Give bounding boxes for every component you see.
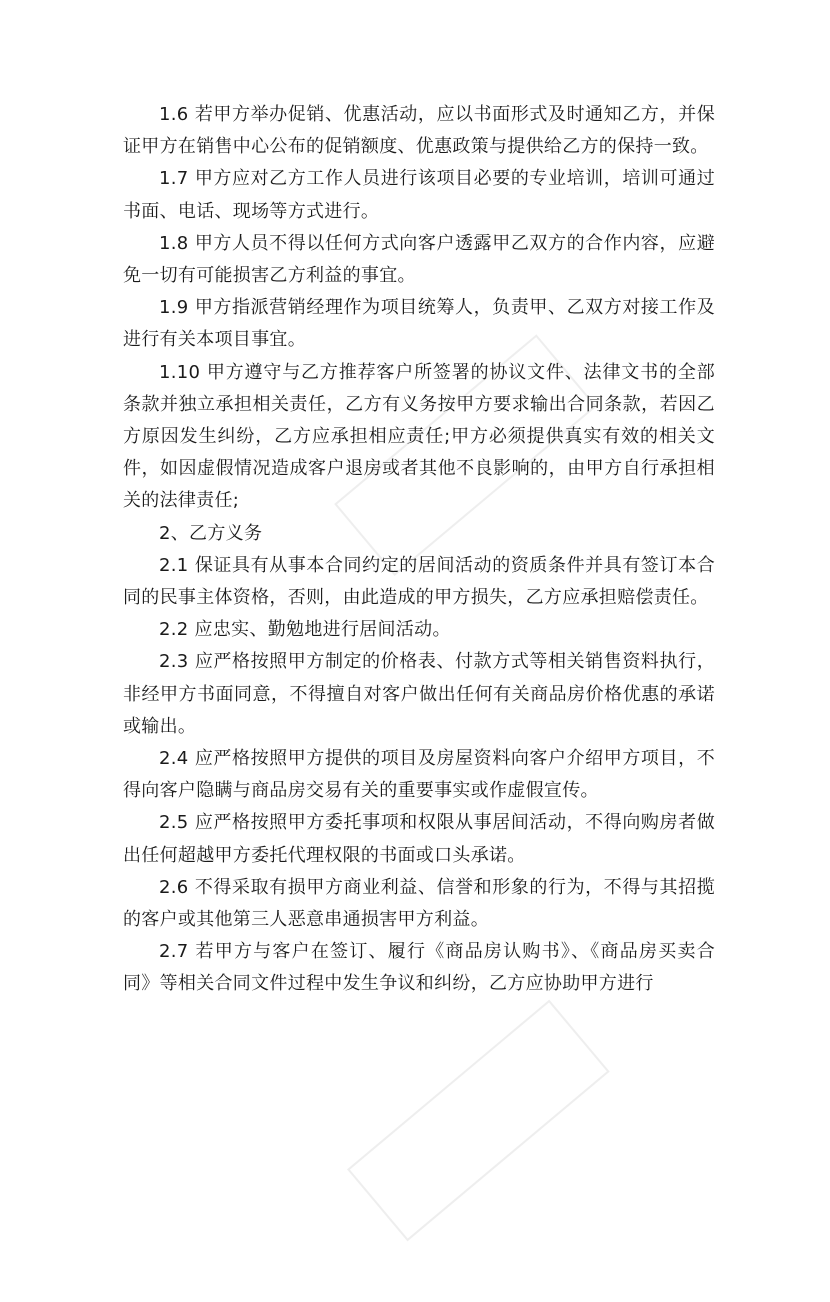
clause-1-6: 1.6 若甲方举办促销、优惠活动，应以书面形式及时通知乙方，并保证甲方在销售中心公布的促销额度、优惠政策与提供给乙方的保持一致。 xyxy=(123,104,715,158)
watermark-frame-bottom xyxy=(347,1000,610,1242)
clause-2-1: 2.1 保证具有从事本合同约定的居间活动的资质条件并具有签订本合同的民事主体资格，否则，由此造成的甲方损失，乙方应承担赔偿责任。 xyxy=(123,554,715,609)
clause-2-7: 2.7 若甲方与客户在签订、履行《商品房认购书》、《商品房买卖合同》等相关合同文件过程中发生争议和纠纷，乙方应协助甲方进行 xyxy=(123,941,715,995)
section-heading-party-b-obligations: 2、乙方义务 xyxy=(159,522,263,544)
clause-2-3: 2.3 应严格按照甲方制定的价格表、付款方式等相关销售资料执行，非经甲方书面同意，不得擅自对客户做出任何有关商品房价格优惠的承诺或输出。 xyxy=(123,651,715,737)
clause-2-6: 2.6 不得采取有损甲方商业利益、信誉和形象的行为，不得与其招揽的客户或其他第三人恶意串通损害甲方利益。 xyxy=(123,876,715,931)
clause-1-10: 1.10 甲方遵守与乙方推荐客户所签署的协议文件、法律文书的全部条款并独立承担相关责任，乙方有义务按甲方要求输出合同条款，若因乙方原因发生纠纷，乙方应承担相应责任;甲方必须提供真实有效的相关文件，如因虚假情况造成客户退房或者其他不良影响的，由甲方自行承担相关的法律责任; xyxy=(123,361,715,512)
clause-2-5: 2.5 应严格按照甲方委托事项和权限从事居间活动，不得向购房者做出任何超越甲方委托代理权限的书面或口头承诺。 xyxy=(123,812,715,866)
clause-1-9: 1.9 甲方指派营销经理作为项目统筹人，负责甲、乙双方对接工作及进行有关本项目事宜。 xyxy=(123,297,715,351)
clause-1-8: 1.8 甲方人员不得以任何方式向客户透露甲乙双方的合作内容，应避免一切有可能损害乙方利益的事宜。 xyxy=(123,232,715,287)
clause-1-7: 1.7 甲方应对乙方工作人员进行该项目必要的专业培训，培训可通过书面、电话、现场等方式进行。 xyxy=(123,168,715,222)
document-body xyxy=(123,99,715,1001)
clause-2-2: 2.2 应忠实、勤勉地进行居间活动。 xyxy=(159,619,451,641)
clause-2-4: 2.4 应严格按照甲方提供的项目及房屋资料向客户介绍甲方项目，不得向客户隐瞒与商品房交易有关的重要事实或作虚假宣传。 xyxy=(123,748,715,802)
